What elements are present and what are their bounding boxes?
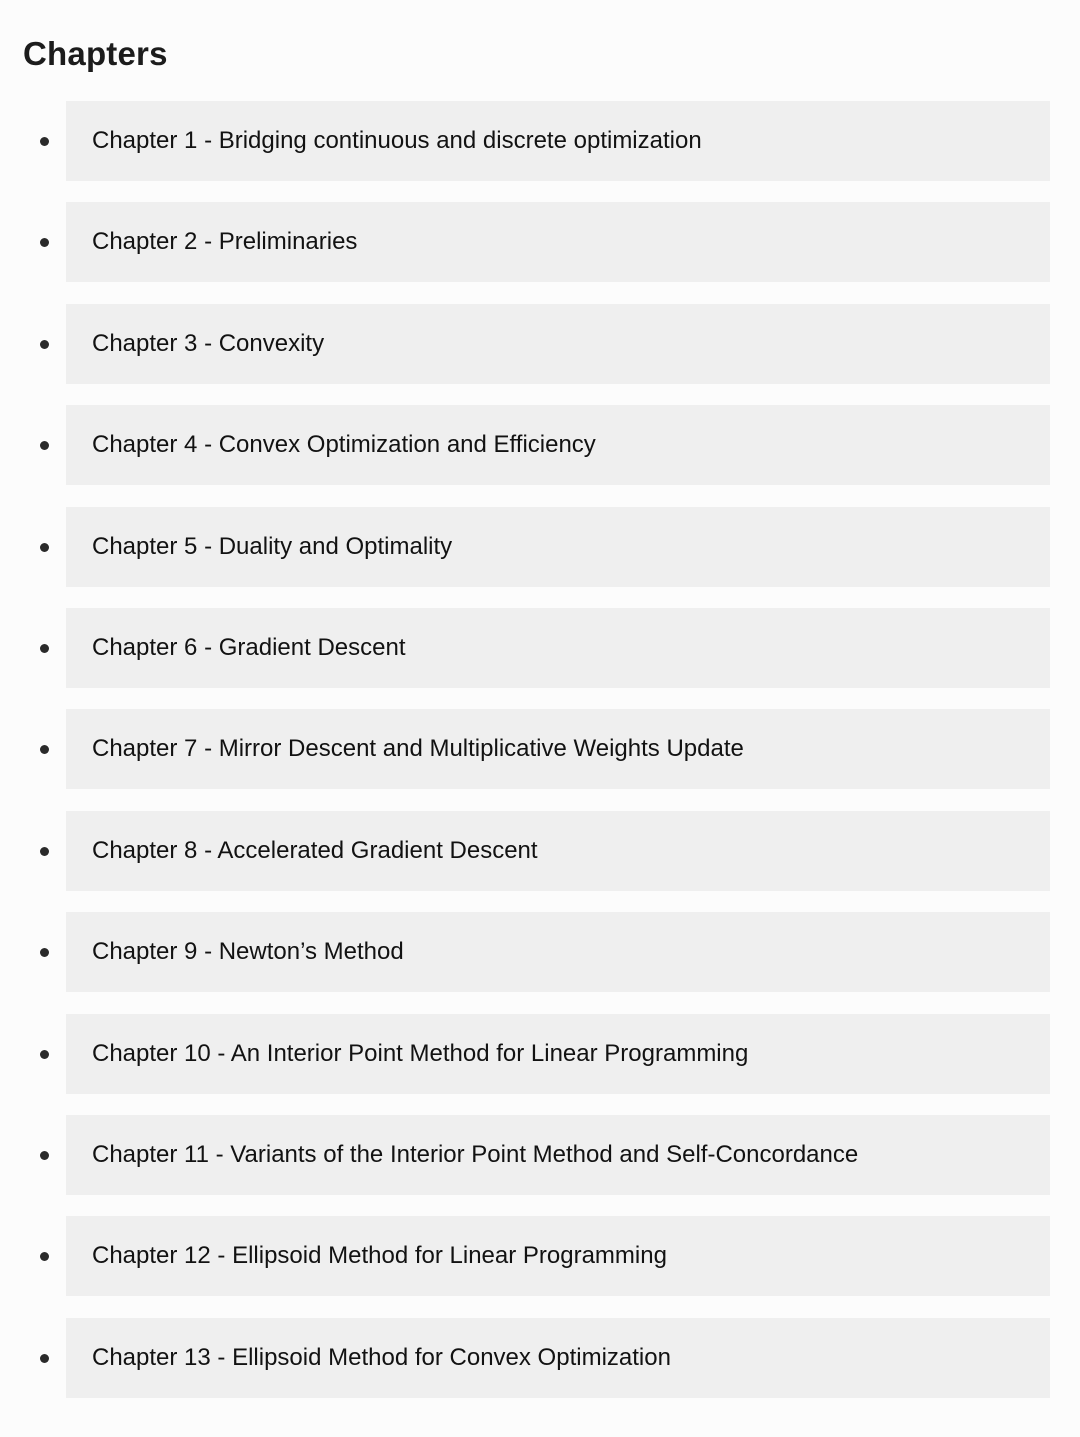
bullet-icon (40, 948, 49, 957)
chapter-4-link[interactable]: Chapter 4 - Convex Optimization and Efficiency (66, 405, 1050, 485)
chapter-1-link[interactable]: Chapter 1 - Bridging continuous and discrete optimization (66, 101, 1050, 181)
chapter-13-link[interactable]: Chapter 13 - Ellipsoid Method for Convex Optimization (66, 1318, 1050, 1398)
chapter-list-item (0, 811, 1080, 891)
chapter-12-link[interactable]: Chapter 12 - Ellipsoid Method for Linear Programming (66, 1216, 1050, 1296)
chapter-list-item (0, 1115, 1080, 1195)
bullet-icon (40, 137, 49, 146)
bullet-icon (40, 745, 49, 754)
chapter-9-link[interactable]: Chapter 9 - Newton’s Method (66, 912, 1050, 992)
chapter-list-item (0, 304, 1080, 384)
chapter-list-item (0, 709, 1080, 789)
chapter-3-link[interactable]: Chapter 3 - Convexity (66, 304, 1050, 384)
bullet-icon (40, 238, 49, 247)
chapter-list-item (0, 912, 1080, 992)
bullet-icon (40, 340, 49, 349)
bullet-icon (40, 1354, 49, 1363)
bullet-icon (40, 644, 49, 653)
chapter-8-link[interactable]: Chapter 8 - Accelerated Gradient Descent (66, 811, 1050, 891)
chapter-list-item (0, 507, 1080, 587)
chapter-10-link[interactable]: Chapter 10 - An Interior Point Method for Linear Programming (66, 1014, 1050, 1094)
bullet-icon (40, 1252, 49, 1261)
chapter-list-item (0, 1318, 1080, 1398)
chapter-5-link[interactable]: Chapter 5 - Duality and Optimality (66, 507, 1050, 587)
chapter-6-link[interactable]: Chapter 6 - Gradient Descent (66, 608, 1050, 688)
chapter-list-item (0, 608, 1080, 688)
chapter-list (0, 101, 1080, 1419)
chapter-7-link[interactable]: Chapter 7 - Mirror Descent and Multiplicative Weights Update (66, 709, 1050, 789)
bullet-icon (40, 441, 49, 450)
chapter-list-item (0, 1216, 1080, 1296)
page-title: Chapters (23, 35, 168, 72)
chapter-2-link[interactable]: Chapter 2 - Preliminaries (66, 202, 1050, 282)
chapter-11-link[interactable]: Chapter 11 - Variants of the Interior Point Method and Self-Concordance (66, 1115, 1050, 1195)
bullet-icon (40, 1151, 49, 1160)
chapter-list-item (0, 1014, 1080, 1094)
chapter-list-item (0, 101, 1080, 181)
chapter-list-item (0, 405, 1080, 485)
bullet-icon (40, 1050, 49, 1059)
bullet-icon (40, 543, 49, 552)
chapter-list-item (0, 202, 1080, 282)
bullet-icon (40, 847, 49, 856)
